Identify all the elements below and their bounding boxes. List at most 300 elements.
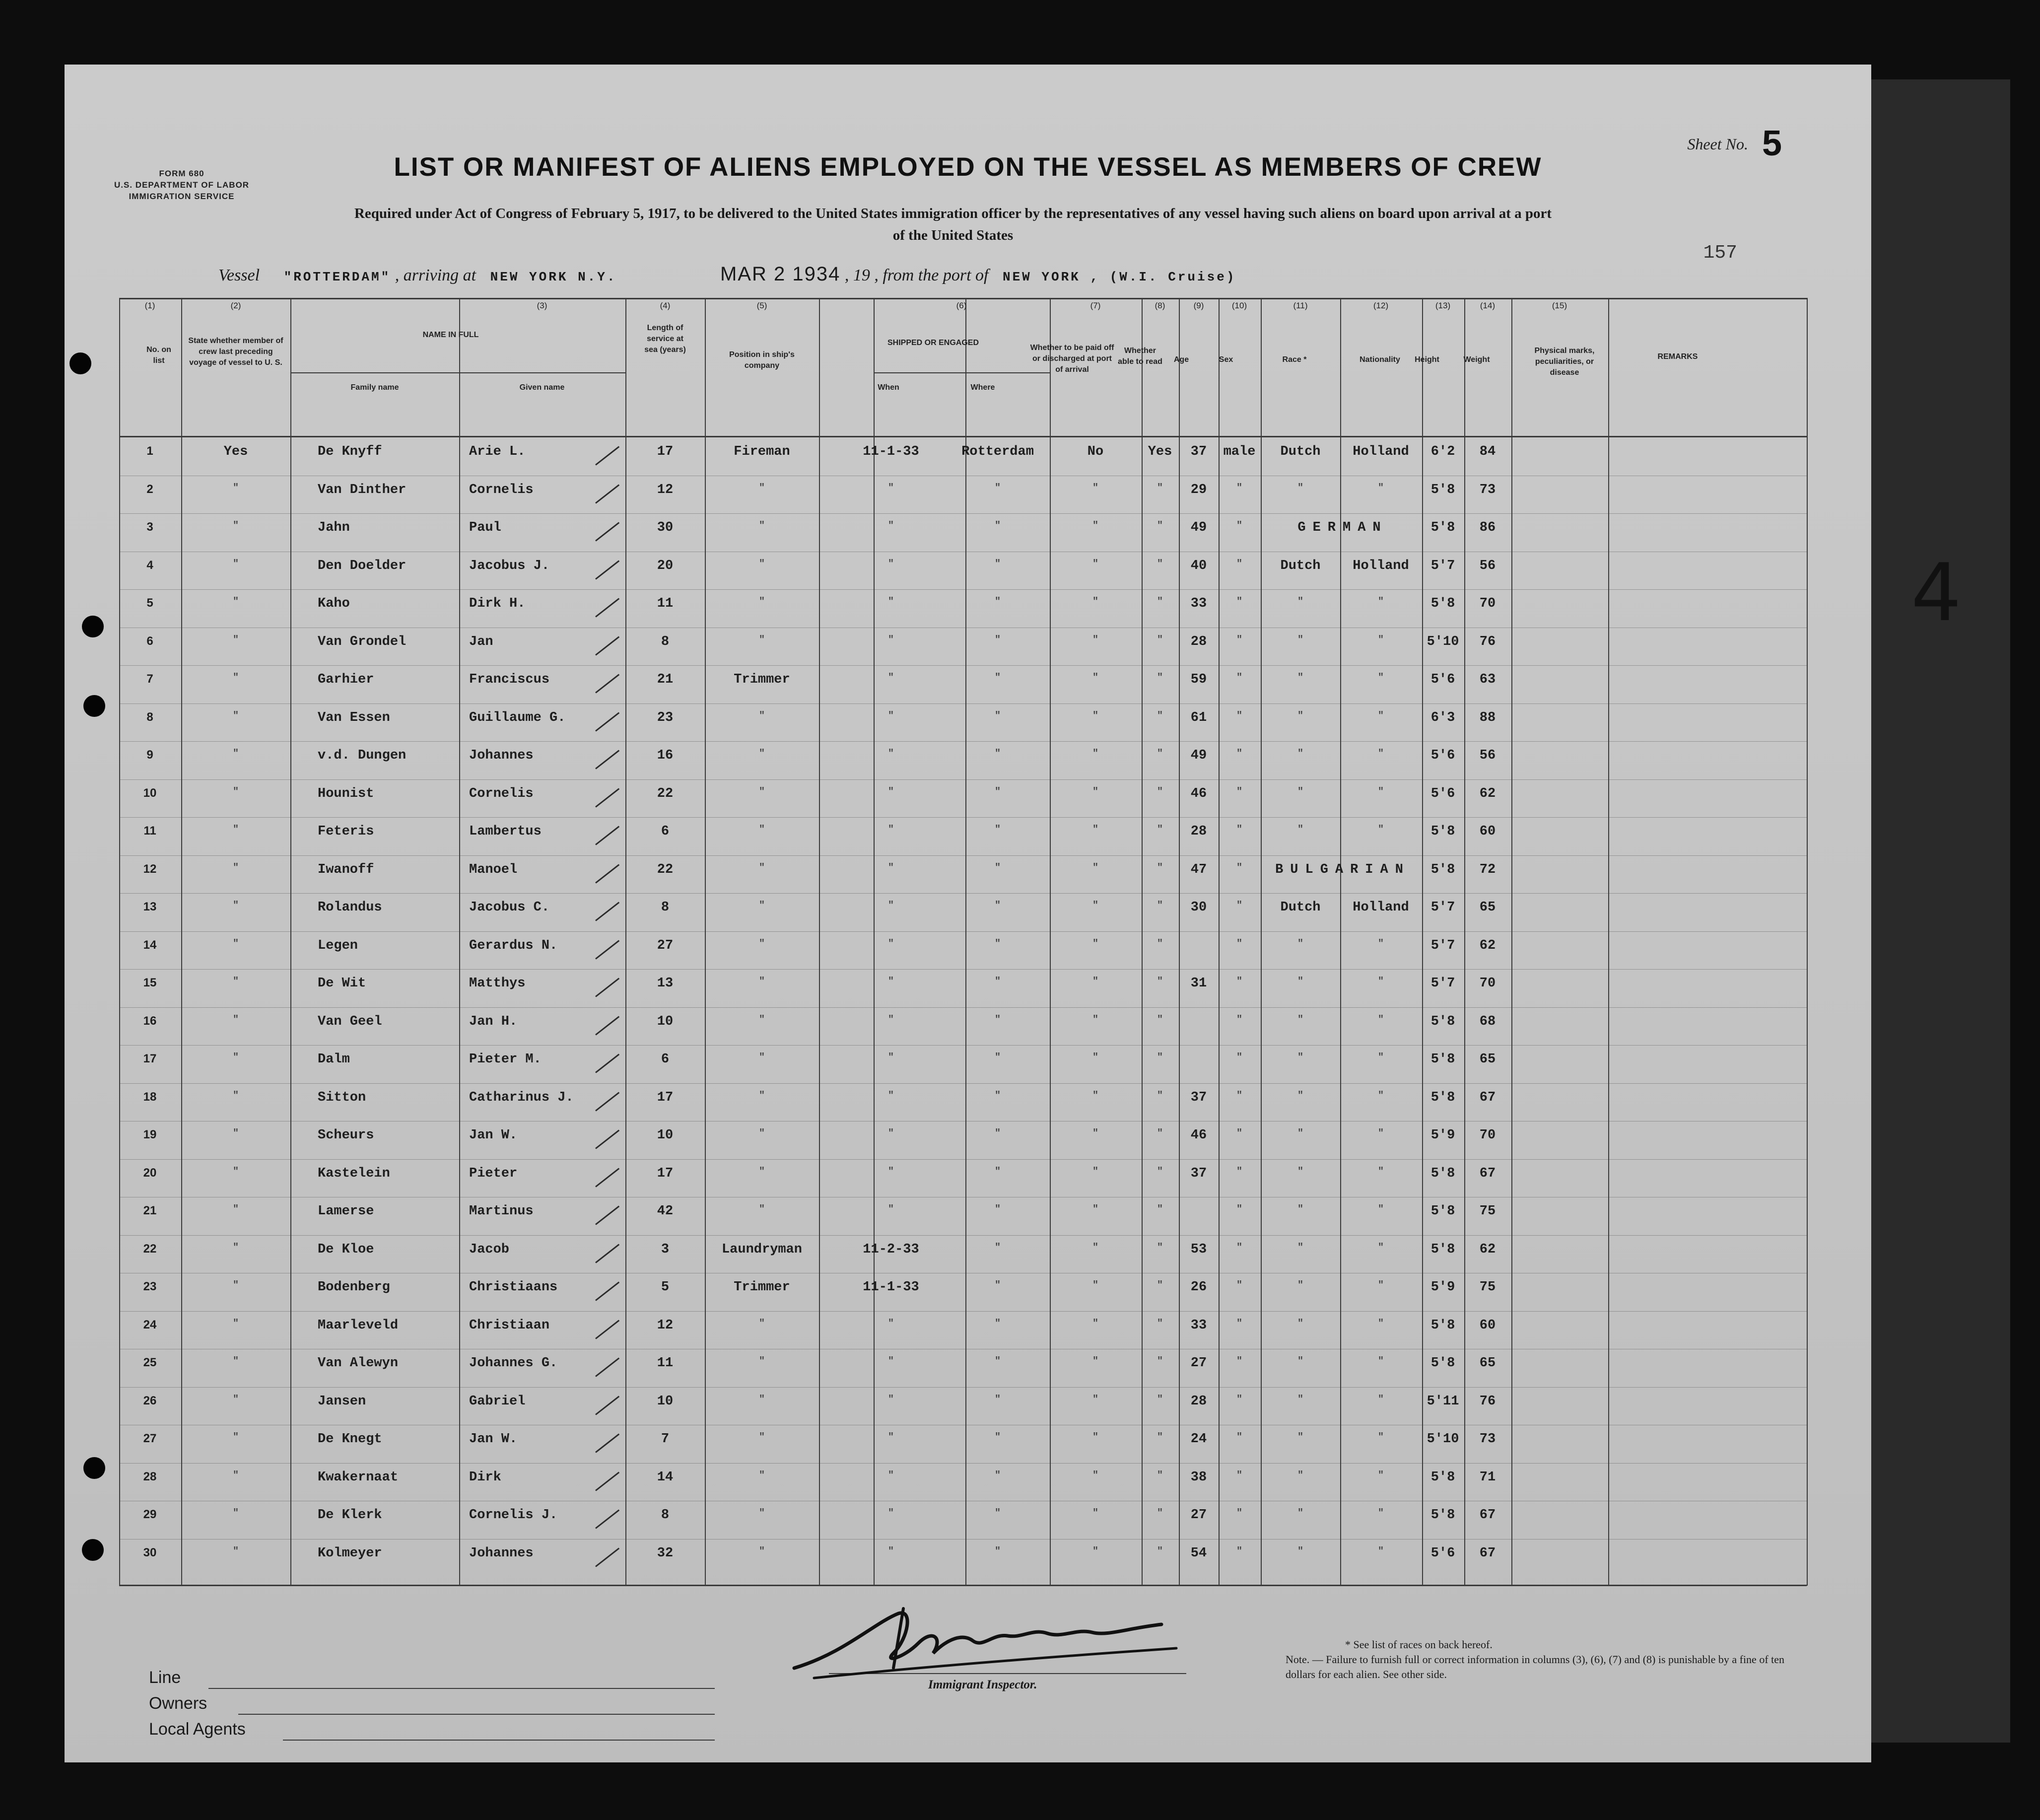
cell-age: 46	[1190, 786, 1207, 801]
cell-height: 5'10	[1427, 1432, 1459, 1447]
cell-years-service: 42	[657, 1204, 674, 1219]
cell-shipped-when: "	[887, 1052, 894, 1063]
cell-shipped-when: "	[887, 1545, 894, 1557]
cell-given-name: Jacobus J.	[469, 558, 550, 573]
cell-given-name: Jan W.	[469, 1432, 518, 1447]
column-divider	[1422, 298, 1423, 1586]
head-length-service: Length of service at sea (years)	[644, 324, 686, 354]
cell-row-number: 3	[146, 520, 153, 534]
cell-years-service: 3	[661, 1242, 670, 1257]
column-divider	[1340, 298, 1341, 1586]
check-mark-icon	[595, 940, 619, 959]
cell-able-to-read: "	[1156, 1508, 1163, 1519]
cell-position: "	[758, 976, 765, 987]
column-divider	[1261, 298, 1262, 1586]
cell-sex: "	[1236, 1545, 1243, 1557]
column-number: (4)	[660, 301, 671, 310]
cell-weight: 67	[1479, 1545, 1496, 1561]
head-physical: Physical marks, peculiarities, or disease	[1534, 347, 1595, 377]
cell-given-name: Pieter	[469, 1166, 518, 1181]
cell-years-service: 21	[657, 672, 674, 687]
cell-sex: "	[1236, 748, 1243, 760]
cell-weight: 76	[1479, 634, 1496, 649]
cell-nationality: "	[1377, 596, 1384, 608]
cell-able-to-read: "	[1156, 786, 1163, 798]
cell-sex: "	[1236, 1280, 1243, 1291]
cell-previous-voyage: "	[232, 862, 239, 874]
cell-shipped-when: "	[887, 862, 894, 874]
head-nationality: Nationality	[1360, 355, 1400, 364]
cell-previous-voyage: "	[232, 1166, 239, 1178]
check-mark-icon	[595, 978, 619, 997]
check-mark-icon	[595, 484, 619, 503]
cell-row-number: 29	[143, 1508, 157, 1521]
cell-family-name: Garhier	[318, 672, 374, 687]
cell-height: 5'8	[1430, 1356, 1455, 1371]
cell-shipped-when: "	[887, 1508, 894, 1519]
cell-race: "	[1297, 1356, 1304, 1367]
cell-shipped-when: "	[887, 520, 894, 532]
vessel-line	[218, 263, 1236, 285]
column-number: (6)	[956, 301, 967, 310]
cell-height: 5'8	[1430, 1204, 1455, 1219]
cell-able-to-read: "	[1156, 1204, 1163, 1215]
cell-height: 5'7	[1430, 900, 1455, 915]
cell-given-name: Cornelis	[469, 786, 534, 801]
row-rule	[119, 1311, 1807, 1312]
cell-race: "	[1297, 938, 1304, 950]
cell-family-name: Scheurs	[318, 1128, 374, 1143]
cell-weight: 75	[1479, 1280, 1496, 1295]
cell-age: 27	[1190, 1508, 1207, 1523]
cell-height: 5'9	[1430, 1280, 1455, 1295]
cell-height: 5'8	[1430, 824, 1455, 839]
cell-race: "	[1297, 1318, 1304, 1330]
cell-family-name: Lamerse	[318, 1204, 374, 1219]
cell-row-number: 14	[143, 938, 157, 952]
cell-race: "	[1297, 596, 1304, 608]
cell-sex: "	[1236, 1014, 1243, 1026]
cell-position: "	[758, 520, 765, 532]
cell-shipped-when: "	[887, 596, 894, 608]
cell-weight: 56	[1479, 748, 1496, 763]
cell-nationality: Holland	[1353, 558, 1409, 573]
cell-paid-off: "	[1092, 1470, 1099, 1481]
cell-paid-off: "	[1092, 520, 1099, 532]
cell-age: 26	[1190, 1280, 1207, 1295]
cell-able-to-read: "	[1156, 1394, 1163, 1405]
cell-years-service: 10	[657, 1014, 674, 1029]
column-number: (9)	[1193, 301, 1204, 310]
cell-paid-off: "	[1092, 862, 1099, 874]
cell-weight: 73	[1479, 482, 1496, 497]
cell-shipped-where: "	[994, 1166, 1001, 1178]
cell-age: 37	[1190, 444, 1207, 459]
vessel-name: "ROTTERDAM"	[283, 270, 391, 284]
cell-weight: 75	[1479, 1204, 1496, 1219]
cell-sex: "	[1236, 938, 1243, 950]
cell-age: 49	[1190, 748, 1207, 763]
cell-previous-voyage: "	[232, 1545, 239, 1557]
manifest-subtitle	[134, 203, 1772, 246]
cell-sex: "	[1236, 672, 1243, 684]
cell-height: 5'8	[1430, 482, 1455, 497]
column-number: (12)	[1373, 301, 1389, 310]
cell-race: "	[1297, 1014, 1304, 1026]
cell-paid-off: "	[1092, 900, 1099, 911]
cell-age: 61	[1190, 710, 1207, 725]
cell-weight: 84	[1479, 444, 1496, 459]
check-mark-icon	[595, 1547, 619, 1567]
cell-nationality: "	[1377, 1090, 1384, 1102]
cell-family-name: Van Alewyn	[318, 1356, 399, 1371]
cell-paid-off: "	[1092, 1204, 1099, 1215]
cell-paid-off: "	[1092, 482, 1099, 494]
cell-able-to-read: "	[1156, 1280, 1163, 1291]
cell-paid-off: "	[1092, 938, 1099, 950]
row-rule	[119, 1083, 1807, 1084]
cell-sex: "	[1236, 862, 1243, 874]
cell-sex: "	[1236, 482, 1243, 494]
cell-able-to-read: "	[1156, 710, 1163, 722]
cell-sex: "	[1236, 1318, 1243, 1330]
cell-given-name: Franciscus	[469, 672, 550, 687]
cell-shipped-where: "	[994, 520, 1001, 532]
cell-row-number: 18	[143, 1090, 157, 1104]
cell-race: "	[1297, 1394, 1304, 1405]
cell-race: "	[1297, 824, 1304, 836]
cell-race: "	[1297, 1204, 1304, 1215]
cell-able-to-read: "	[1156, 1432, 1163, 1443]
cell-family-name: Van Essen	[318, 710, 390, 725]
cell-sex: "	[1236, 824, 1243, 836]
manifest-sheet	[65, 65, 1962, 1762]
penalty-note: Note. — Failure to furnish full or correct information in columns (3), (6), (7) and (8) is punishable by a fine of ten dollars for each alien. See other side.	[1286, 1653, 1785, 1680]
column-number: (8)	[1155, 301, 1165, 310]
cell-row-number: 24	[143, 1318, 157, 1331]
line-rule	[208, 1688, 715, 1689]
column-divider	[290, 298, 291, 1586]
cell-shipped-when: "	[887, 900, 894, 911]
subtitle-line-2: of the United States	[892, 227, 1014, 243]
cell-height: 5'8	[1430, 1508, 1455, 1523]
cell-row-number: 6	[146, 634, 153, 648]
manifest-title: LIST OR MANIFEST OF ALIENS EMPLOYED ON THE VESSEL AS MEMBERS OF CREW	[394, 152, 1542, 182]
adjacent-page-edge	[1871, 79, 2010, 1743]
cell-height: 5'7	[1430, 558, 1455, 573]
cell-shipped-when: "	[887, 824, 894, 836]
check-mark-icon	[595, 1244, 619, 1263]
cell-family-name: Iwanoff	[318, 862, 374, 877]
cell-paid-off: "	[1092, 634, 1099, 646]
cell-position: "	[758, 596, 765, 608]
cell-shipped-where: "	[994, 1545, 1001, 1557]
inspector-label: Immigrant Inspector.	[928, 1678, 1037, 1691]
binder-hole	[82, 1539, 104, 1561]
cell-family-name: Bodenberg	[318, 1280, 390, 1295]
cell-able-to-read: "	[1156, 1128, 1163, 1139]
row-rule	[119, 741, 1807, 742]
cell-paid-off: "	[1092, 824, 1099, 836]
cell-position: Trimmer	[734, 1280, 790, 1295]
cell-previous-voyage: "	[232, 1128, 239, 1139]
cell-shipped-when: "	[887, 1204, 894, 1215]
cell-shipped-where: "	[994, 1014, 1001, 1026]
cell-paid-off: "	[1092, 1545, 1099, 1557]
cell-race: "	[1297, 1052, 1304, 1063]
cell-weight: 72	[1479, 862, 1496, 877]
cell-age: 29	[1190, 482, 1207, 497]
cell-row-number: 21	[143, 1204, 157, 1217]
binder-hole	[82, 616, 104, 637]
cell-previous-voyage: "	[232, 596, 239, 608]
cell-nationality: "	[1377, 634, 1384, 646]
column-number: (5)	[756, 301, 767, 310]
cell-given-name: Jan W.	[469, 1128, 518, 1143]
cell-shipped-when: "	[887, 710, 894, 722]
cell-height: 5'7	[1430, 976, 1455, 991]
column-divider	[819, 298, 820, 1586]
subtitle-line-1: Required under Act of Congress of February 5, 1917, to be delivered to the United States immigration officer by the representatives of any vessel having such aliens on board upon arrival at a port	[354, 206, 1552, 221]
cell-nationality: "	[1377, 482, 1384, 494]
cell-shipped-when: 11-1-33	[863, 444, 919, 459]
cell-years-service: 12	[657, 482, 674, 497]
cell-shipped-when: "	[887, 786, 894, 798]
column-divider	[1608, 298, 1609, 1586]
cell-paid-off: "	[1092, 710, 1099, 722]
check-mark-icon	[595, 1205, 619, 1225]
cell-height: 5'8	[1430, 1318, 1455, 1333]
cell-shipped-when: "	[887, 976, 894, 987]
cell-family-name: De Knyff	[318, 444, 382, 459]
cell-able-to-read: "	[1156, 558, 1163, 570]
cell-age: 28	[1190, 634, 1207, 649]
cell-nationality: "	[1377, 1545, 1384, 1557]
cell-shipped-where: "	[994, 558, 1001, 570]
cell-previous-voyage: "	[232, 672, 239, 684]
cell-height: 5'8	[1430, 1166, 1455, 1181]
cell-family-name: Kaho	[318, 596, 350, 611]
cell-race: Dutch	[1280, 558, 1321, 573]
cell-previous-voyage: "	[232, 1318, 239, 1330]
cell-sex: "	[1236, 1090, 1243, 1102]
cell-weight: 62	[1479, 1242, 1496, 1257]
column-divider	[1464, 298, 1465, 1586]
cell-sex: "	[1236, 976, 1243, 987]
cell-sex: "	[1236, 1128, 1243, 1139]
cell-years-service: 32	[657, 1545, 674, 1561]
cell-shipped-when: "	[887, 482, 894, 494]
cell-shipped-where: "	[994, 900, 1001, 911]
cell-race: "	[1297, 1545, 1304, 1557]
cell-sex: "	[1236, 1356, 1243, 1367]
cell-age: 28	[1190, 824, 1207, 839]
cell-previous-voyage: "	[232, 1470, 239, 1481]
check-mark-icon	[595, 1471, 619, 1491]
cell-given-name: Cornelis	[469, 482, 534, 497]
binder-hole	[83, 1457, 105, 1479]
row-rule	[119, 1235, 1807, 1236]
owners-label: Owners	[149, 1694, 207, 1713]
cell-paid-off: "	[1092, 1280, 1099, 1291]
cell-position: "	[758, 1432, 765, 1443]
cell-given-name: Martinus	[469, 1204, 534, 1219]
cell-nationality: "	[1377, 1280, 1384, 1291]
head-no-on-list: No. on list	[146, 346, 171, 365]
cell-weight: 62	[1479, 786, 1496, 801]
cell-shipped-where: "	[994, 1204, 1001, 1215]
cell-row-number: 30	[143, 1545, 157, 1559]
cell-weight: 67	[1479, 1166, 1496, 1181]
cell-row-number: 8	[146, 710, 153, 724]
cell-position: "	[758, 710, 765, 722]
cell-race: BULGARIAN	[1275, 862, 1410, 877]
binder-hole	[83, 695, 105, 717]
column-divider	[1511, 298, 1512, 1586]
binder-hole	[69, 352, 91, 374]
cell-years-service: 11	[657, 596, 674, 611]
cell-given-name: Cornelis J.	[469, 1508, 558, 1523]
check-mark-icon	[595, 712, 619, 731]
cell-paid-off: "	[1092, 976, 1099, 987]
cell-previous-voyage: "	[232, 1394, 239, 1405]
cell-weight: 73	[1479, 1432, 1496, 1447]
cell-position: Laundryman	[721, 1242, 803, 1257]
cell-row-number: 15	[143, 976, 157, 989]
head-state-member: State whether member of crew last preceding voyage of vessel to U. S.	[188, 337, 283, 367]
cell-years-service: 10	[657, 1394, 674, 1409]
cell-height: 5'6	[1430, 1545, 1455, 1561]
cell-race: "	[1297, 482, 1304, 494]
cell-position: "	[758, 748, 765, 760]
cell-able-to-read: "	[1156, 862, 1163, 874]
check-mark-icon	[595, 446, 619, 465]
cell-sex: "	[1236, 1166, 1243, 1178]
year-label: , 19	[844, 266, 870, 284]
cell-position: "	[758, 786, 765, 798]
cell-sex: "	[1236, 1508, 1243, 1519]
local-agents-label: Local Agents	[149, 1720, 246, 1739]
check-mark-icon	[595, 1129, 619, 1149]
cell-sex: "	[1236, 900, 1243, 911]
cell-sex: "	[1236, 1432, 1243, 1443]
row-rule	[119, 1539, 1807, 1540]
cell-row-number: 2	[146, 482, 153, 496]
cell-height: 5'6	[1430, 672, 1455, 687]
cell-given-name: Johannes	[469, 748, 534, 763]
check-mark-icon	[595, 1168, 619, 1187]
cell-nationality: "	[1377, 1128, 1384, 1139]
check-mark-icon	[595, 864, 619, 883]
cell-row-number: 26	[143, 1394, 157, 1407]
row-rule	[119, 513, 1807, 514]
cell-able-to-read: "	[1156, 634, 1163, 646]
cell-paid-off: "	[1092, 558, 1099, 570]
cell-previous-voyage: Yes	[223, 444, 248, 459]
row-rule	[119, 665, 1807, 666]
cell-race: GERMAN	[1297, 520, 1388, 535]
cell-previous-voyage: "	[232, 1508, 239, 1519]
cell-previous-voyage: "	[232, 786, 239, 798]
cell-paid-off: "	[1092, 1014, 1099, 1026]
cell-years-service: 22	[657, 786, 674, 801]
cell-row-number: 22	[143, 1242, 157, 1256]
cell-shipped-where: "	[994, 634, 1001, 646]
column-divider	[1807, 298, 1808, 1586]
cell-position: "	[758, 938, 765, 950]
cell-weight: 70	[1479, 596, 1496, 611]
cell-age: 49	[1190, 520, 1207, 535]
cell-shipped-where: "	[994, 596, 1001, 608]
cell-shipped-where: "	[994, 1090, 1001, 1102]
cell-paid-off: "	[1092, 1356, 1099, 1367]
cell-years-service: 17	[657, 1090, 674, 1105]
cell-shipped-when: "	[887, 1128, 894, 1139]
row-rule	[119, 703, 1807, 704]
cell-row-number: 28	[143, 1470, 157, 1483]
row-rule	[119, 1159, 1807, 1160]
cell-row-number: 10	[143, 786, 157, 800]
cell-previous-voyage: "	[232, 1204, 239, 1215]
cell-nationality: "	[1377, 1014, 1384, 1026]
cell-previous-voyage: "	[232, 1014, 239, 1026]
cell-able-to-read: "	[1156, 976, 1163, 987]
inspector-signature	[784, 1594, 1191, 1688]
cell-given-name: Catharinus J.	[469, 1090, 574, 1105]
cell-shipped-where: "	[994, 862, 1001, 874]
cell-years-service: 8	[661, 1508, 670, 1523]
row-rule	[119, 931, 1807, 932]
cell-position: "	[758, 1508, 765, 1519]
cell-shipped-when: "	[887, 558, 894, 570]
cell-position: "	[758, 634, 765, 646]
head-weight: Weight	[1463, 355, 1490, 364]
cell-previous-voyage: "	[232, 824, 239, 836]
cell-family-name: Sitton	[318, 1090, 366, 1105]
cell-position: "	[758, 1128, 765, 1139]
cell-nationality: Holland	[1353, 900, 1409, 915]
cell-previous-voyage: "	[232, 1090, 239, 1102]
cell-family-name: Kastelein	[318, 1166, 390, 1181]
cell-row-number: 9	[146, 748, 153, 762]
row-rule	[119, 779, 1807, 780]
cell-weight: 68	[1479, 1014, 1496, 1029]
cell-shipped-when: "	[887, 672, 894, 684]
cell-able-to-read: "	[1156, 672, 1163, 684]
cell-sex: "	[1236, 786, 1243, 798]
cell-years-service: 12	[657, 1318, 674, 1333]
cell-years-service: 16	[657, 748, 674, 763]
cell-previous-voyage: "	[232, 976, 239, 987]
check-mark-icon	[595, 902, 619, 921]
cell-weight: 86	[1479, 520, 1496, 535]
cell-position: Trimmer	[734, 672, 790, 687]
marginal-number: 4	[1911, 546, 1962, 639]
cell-weight: 71	[1479, 1470, 1496, 1485]
cell-shipped-when: "	[887, 1432, 894, 1443]
check-mark-icon	[595, 1433, 619, 1453]
cell-years-service: 27	[657, 938, 674, 953]
arriving-port: NEW YORK N.Y.	[490, 270, 617, 284]
cell-nationality: "	[1377, 1470, 1384, 1481]
cell-weight: 62	[1479, 938, 1496, 953]
cell-race: "	[1297, 1090, 1304, 1102]
cell-row-number: 27	[143, 1432, 157, 1445]
cell-shipped-where: Rotterdam	[961, 444, 1034, 459]
cell-height: 5'8	[1430, 862, 1455, 877]
head-paid-off: Whether to be paid off or discharged at port of arrival	[1030, 344, 1114, 374]
cell-nationality: "	[1377, 1166, 1384, 1178]
